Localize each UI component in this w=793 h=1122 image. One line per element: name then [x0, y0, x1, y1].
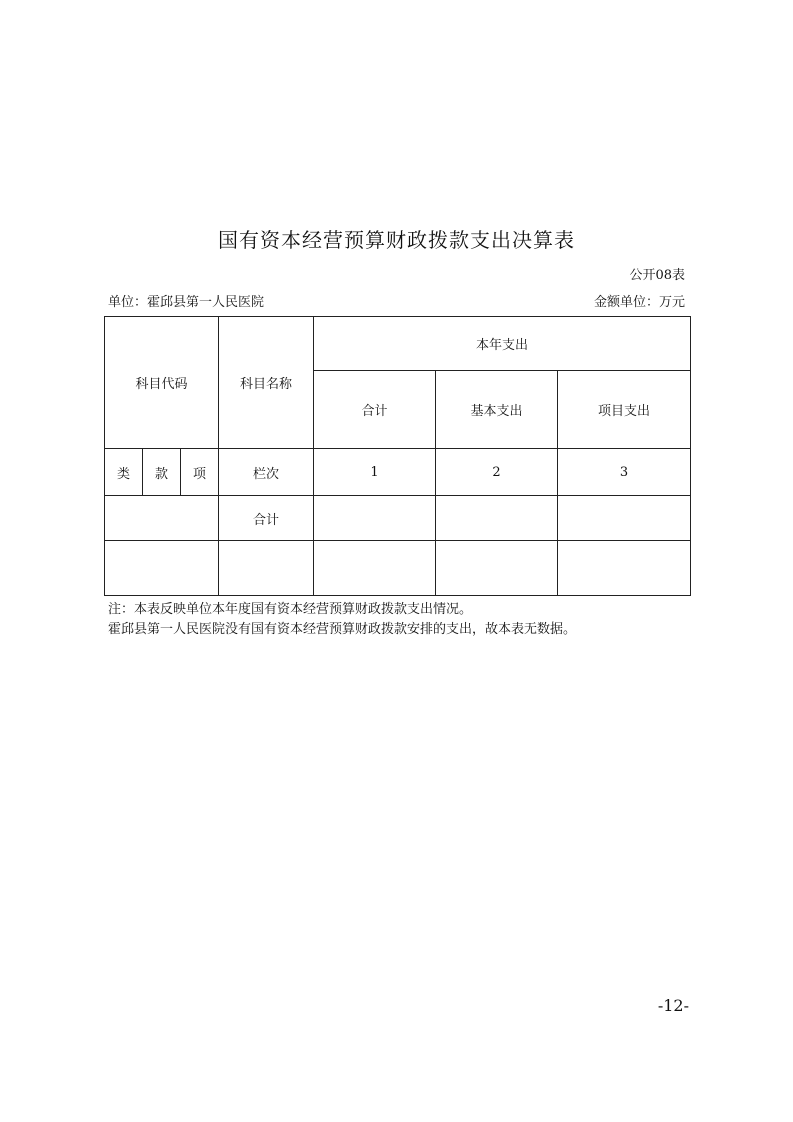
empty-total-cell [314, 541, 436, 596]
note-line-2: 霍邱县第一人民医院没有国有资本经营预算财政拨款安排的支出，故本表无数据。 [108, 622, 577, 637]
sum-total-cell [314, 496, 436, 541]
col-3-number: 3 [558, 449, 691, 496]
form-number: 公开08表 [629, 268, 685, 283]
sum-label: 合计 [219, 496, 314, 541]
item-label: 项 [181, 449, 219, 496]
col-1-number: 1 [314, 449, 436, 496]
class-label: 类 [105, 449, 143, 496]
note-line-1: 注：本表反映单位本年度国有资本经营预算财政拨款支出情况。 [108, 602, 473, 617]
col-2-number: 2 [436, 449, 558, 496]
section-label: 款 [143, 449, 181, 496]
expenditure-table [104, 316, 691, 596]
header-row-1 [105, 317, 691, 371]
notes [108, 600, 576, 640]
column-no-label: 栏次 [219, 449, 314, 496]
page-number: -12- [657, 996, 689, 1015]
total-header: 合计 [314, 371, 436, 449]
sum-basic-cell [436, 496, 558, 541]
sum-code-cell [105, 496, 219, 541]
basic-header: 基本支出 [436, 371, 558, 449]
money-unit: 金额单位：万元 [593, 295, 685, 310]
sum-project-cell [558, 496, 691, 541]
name-header: 科目名称 [219, 317, 314, 449]
document-title: 国有资本经营预算财政拨款支出决算表 [218, 228, 575, 252]
reporting-unit: 单位：霍邱县第一人民医院 [108, 295, 265, 310]
column-number-row [105, 449, 691, 496]
current-year-header: 本年支出 [314, 317, 691, 371]
empty-project-cell [558, 541, 691, 596]
empty-basic-cell [436, 541, 558, 596]
code-header: 科目代码 [105, 317, 219, 449]
empty-code-cell [105, 541, 219, 596]
sum-row [105, 496, 691, 541]
empty-row [105, 541, 691, 596]
empty-name-cell [219, 541, 314, 596]
project-header: 项目支出 [558, 371, 691, 449]
